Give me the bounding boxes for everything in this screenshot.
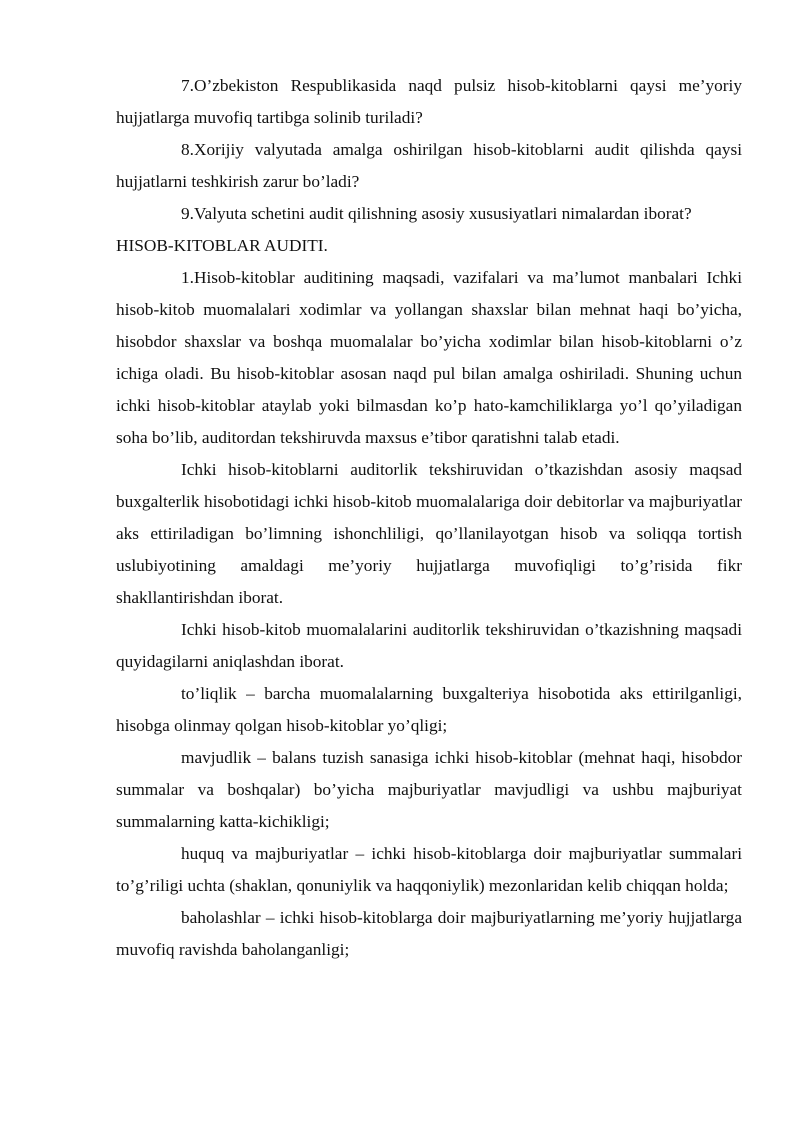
document-body: [116, 70, 742, 966]
paragraph-goal-lead: Ichki hisob-kitob muomalalarini auditorlik tekshiruvidan o’tkazishning maqsadi quyidagilarni aniqlashdan iborat.: [116, 620, 742, 671]
question-7: 7.O’zbekiston Respublikasida naqd pulsiz hisob-kitoblarni qaysi me’yoriy hujjatlarga muvofiq tartibga solinib turiladi?: [116, 76, 742, 127]
paragraph-main-goal: Ichki hisob-kitoblarni auditorlik tekshiruvidan o’tkazishdan asosiy maqsad buxgalterlik hisobotidagi ichki hisob-kitob muomalalariga doir debitorlar va majburiyatlar aks ettiriladigan bo’limning ishonchliligi, qo’llanilayotgan hisob va soliqqa tortish uslubiyotining amaldagi me’yoriy hujjatlarga muvofiqligi to’g’risida fikr shakllantirishdan iborat.: [116, 460, 742, 607]
question-8: 8.Xorijiy valyutada amalga oshirilgan hisob-kitoblarni audit qilishda qaysi hujjatlarni teshkirish zarur bo’ladi?: [116, 140, 742, 191]
list-item-completeness: to’liqlik – barcha muomalalarning buxgalteriya hisobotida aks ettirilganligi, hisobga olinmay qolgan hisob-kitoblar yo’qligi;: [116, 684, 742, 735]
list-item-rights-obligations: huquq va majburiyatlar – ichki hisob-kitoblarga doir majburiyatlar summalari to’g’riligi uchta (shaklan, qonuniylik va haqqoniylik) mezonlaridan kelib chiqqan holda;: [116, 844, 742, 895]
section-heading: HISOB-KITOBLAR AUDITI.: [116, 236, 328, 255]
list-item-existence: mavjudlik – balans tuzish sanasiga ichki hisob-kitoblar (mehnat haqi, hisobdor summalar va boshqalar) bo’yicha majburiyatlar mavjudligi va ushbu majburiyat summalarning katta-kichikligi;: [116, 748, 742, 831]
paragraph-goals-intro: 1.Hisob-kitoblar auditining maqsadi, vazifalari va ma’lumot manbalari Ichki hisob-kitob muomalalari xodimlar va yollangan shaxslar bilan mehnat haqi bo’yicha, hisobdor shaxslar va boshqa muomalalar bo’yicha xodimlar bilan hisob-kitoblarni o’z ichiga oladi. Bu hisob-kitoblar asosan naqd pul bilan amalga oshiriladi. Shuning uchun ichki hisob-kitoblar ataylab yoki bilmasdan ko’p hato-kamchiliklarga yo’l qo’yiladigan soha bo’lib, auditordan tekshiruvda maxsus e’tibor qaratishni talab etadi.: [116, 268, 742, 447]
list-item-valuation: baholashlar – ichki hisob-kitoblarga doir majburiyatlarning me’yoriy hujjatlarga muvofiq ravishda baholanganligi;: [116, 908, 742, 959]
question-9: 9.Valyuta schetini audit qilishning asosiy xususiyatlari nimalardan iborat?: [181, 204, 692, 223]
